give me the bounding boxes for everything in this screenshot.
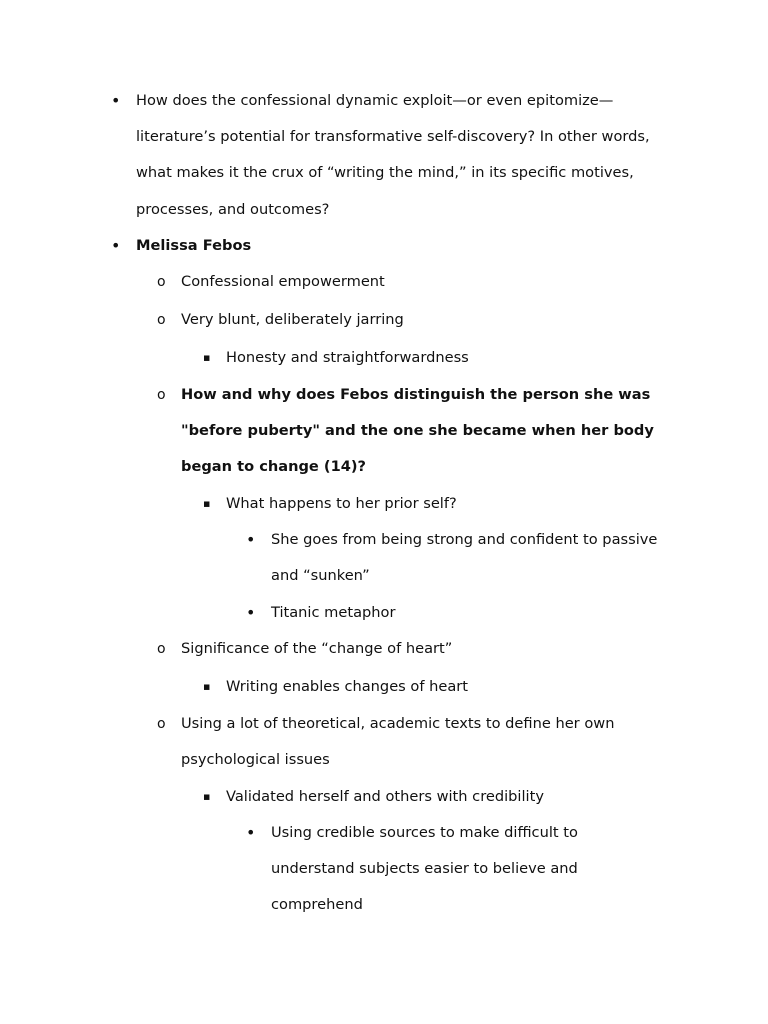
list-item (157, 631, 677, 667)
list-item (203, 486, 673, 522)
list-item-text: She goes from being strong and confident to passive and “sunken” (271, 531, 658, 585)
list-item-text: Validated herself and others with credibility (226, 788, 544, 805)
list-item (157, 302, 677, 338)
list-item (157, 706, 647, 778)
square-marker: ▪ (203, 790, 211, 803)
circle-marker: o (157, 641, 166, 657)
circle-marker: o (157, 312, 166, 328)
bullet-marker: • (246, 603, 256, 622)
list-item-text: Writing enables changes of heart (226, 678, 469, 695)
question-text: How and why does Febos distinguish the person she was "before puberty" and the one she became when her body began to change (14)? (181, 386, 654, 476)
list-item-text: Significance of the “change of heart” (181, 640, 453, 657)
list-item (203, 340, 673, 376)
section-heading: Melissa Febos (136, 237, 252, 254)
list-item-text: Using a lot of theoretical, academic texts to define her own psychological issues (181, 715, 615, 769)
bullet-marker: • (246, 530, 256, 549)
list-item (111, 228, 671, 264)
list-item-text: How does the confessional dynamic exploit—or even epitomize—literature’s potential for transformative self-discovery? In other words, what makes it the crux of “writing the mind,” in its specific motives, processes, and outcomes? (136, 92, 650, 218)
list-item (246, 815, 626, 924)
list-item-text: Honesty and straightforwardness (226, 349, 469, 366)
list-item (246, 595, 676, 631)
list-item (157, 264, 677, 300)
list-item-text: What happens to her prior self? (226, 495, 457, 512)
list-item (203, 779, 673, 815)
list-item-text: Titanic metaphor (271, 604, 396, 621)
list-item (203, 669, 673, 705)
square-marker: ▪ (203, 497, 211, 510)
circle-marker: o (157, 274, 166, 290)
list-item-text: Using credible sources to make difficult to understand subjects easier to believe and comprehend (271, 824, 578, 914)
list-item (157, 377, 675, 486)
list-item (111, 83, 671, 228)
list-item-text: Very blunt, deliberately jarring (181, 311, 404, 328)
bullet-marker: • (111, 236, 121, 255)
circle-marker: o (157, 716, 166, 732)
square-marker: ▪ (203, 680, 211, 693)
bullet-marker: • (111, 91, 121, 110)
square-marker: ▪ (203, 351, 211, 364)
list-item-text: Confessional empowerment (181, 273, 385, 290)
circle-marker: o (157, 387, 166, 403)
list-item (246, 522, 676, 594)
bullet-marker: • (246, 823, 256, 842)
